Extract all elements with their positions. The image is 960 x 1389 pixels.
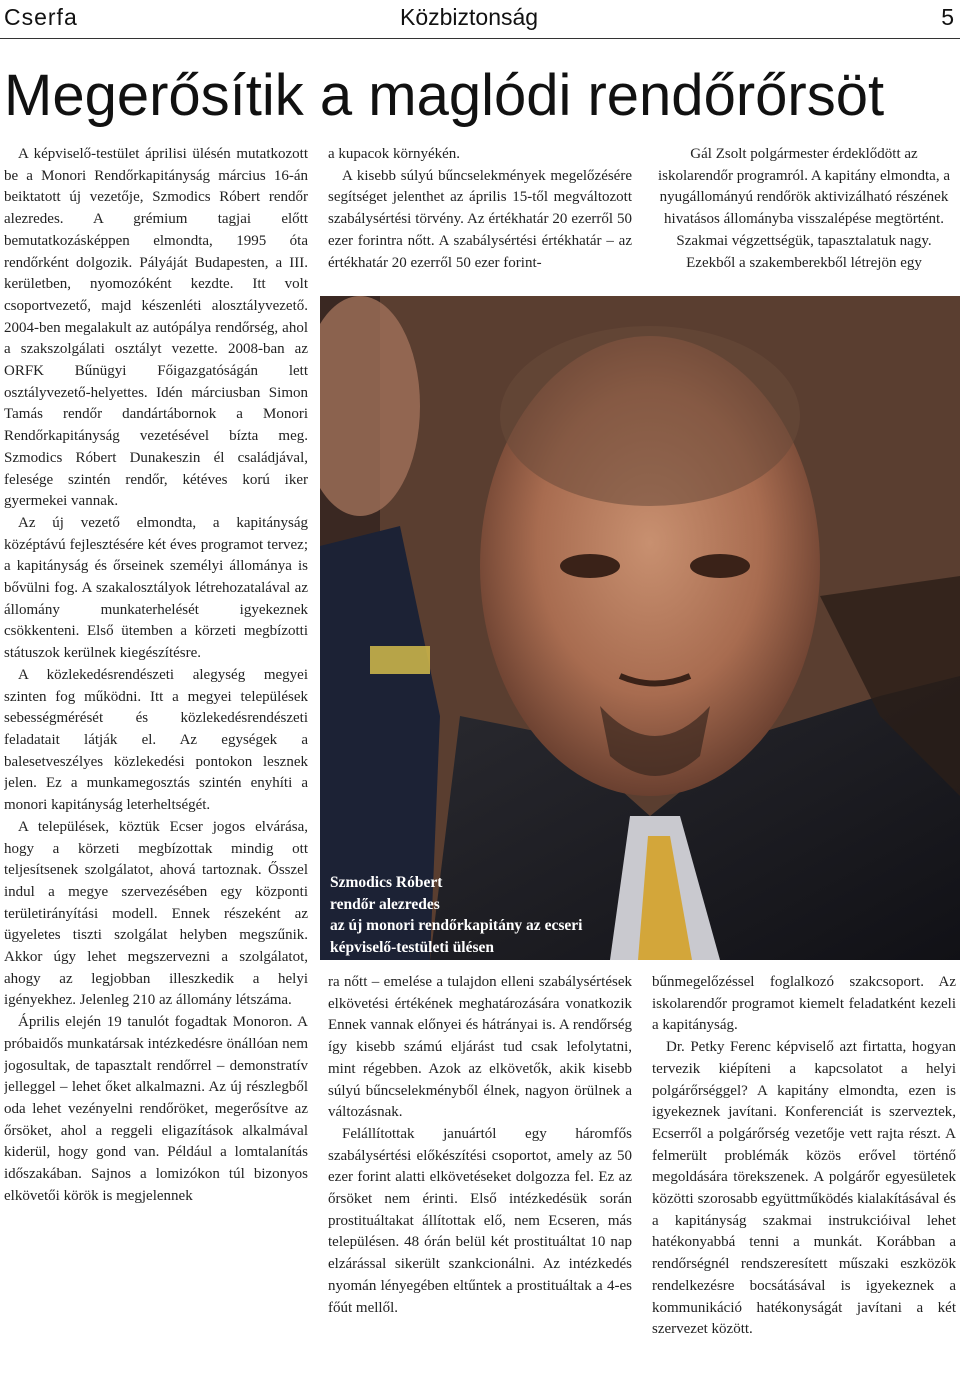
photo-caption: [330, 872, 650, 958]
paragraph: Gál Zsolt polgármester érdeklődött az iskolarendőr programról. A kapitány elmondta, a nyugállományú rendőrök aktivizálható részének hivatásos állományba visszalépése megtörtént. Szakmai végzettségük, tapasztalatuk nagy. Ezekből a szakemberekből létrejön egy: [657, 146, 950, 271]
page-number: 5: [941, 4, 954, 30]
article-column-2-bottom: [328, 972, 632, 1389]
paragraph: Április elején 19 tanulót fogadtak Monoron. A próbaidős munkatársak intézkedésre önállóan nem jogosultak, de tapasztalt rendőrrel – demonstratív jelleggel – lehet őket alkalmazni. Az új részlegből oda lehet vezényelni rendőröket, megerősítve az őrsöket, ahol a reggeli eligazítások alkalmával kiderül, hogy gond van. Például a lomtalanítás időszakában. Sajnos a lomizókon túl bizonyos elkövetői körök is megjelennek: [4, 1014, 308, 1204]
paragraph: a kupacok környékén.: [328, 146, 461, 162]
article-column-2-top: [328, 144, 632, 290]
header-rule: [0, 38, 960, 39]
article-headline: Megerősítik a maglódi rendőrőrsöt: [4, 63, 885, 128]
caption-line: Szmodics Róbert: [330, 874, 443, 891]
paragraph: Felállítottak januártól egy háromfős szabálysértési előkészítési csoportot, amely az 50 ezer forint alatti elkövetéseket dolgozza fel. Ez az őrsöket nem érinti. Első intézkedésük során prostituáltakat állítottak elő, nem Ecseren, más településen. 48 órán belül két prostituáltat 10 nap elzárással sikerült szankcionálni. Az intézkedés nyomán lényegében eltűntek a prostituáltak a 4-es főút mellől.: [328, 1125, 632, 1316]
article-column-3-top: [652, 144, 956, 290]
publication-name: Cserfa: [4, 4, 78, 30]
paragraph: Dr. Petky Ferenc képviselő azt firtatta, hogyan tervezik kiépíteni a kapcsolatot a helyi polgárőrséggel? A kapitány elmondta, ezen is igyekeznek javítani. Konferenciát is szerveztek, Ecserről a polgárőrség vezetője vett rajta részt. A felmerült problémák közös erővel történő megoldására törekszenek. A polgárőr egyesületek közötti szorosabb együttműködés kialakításával és a kapitányság szakmai instrukcióival lehet hatékonyabbá tenni a munkát. Korábban a rendőrségnél rendszeresített műszaki eszközök rendelkezésre bocsátásával is igyekeznek a kommunikáció hatékonyságát javítani a két szervezet között.: [652, 1039, 956, 1338]
paragraph: A közlekedésrendészeti alegység megyei szinten fog működni. Itt a megyei települések sebességmérését és közlekedésrendészeti feladatait látják el. Az egységek a balesetveszélyes közlekedési pontokon lesznek jelen. Ez a munkamegosztás szintén enyhíti a monori kapitányság leterheltségét.: [4, 666, 308, 814]
caption-line: rendőr alezredes: [330, 895, 440, 913]
page-header: [0, 0, 960, 40]
article-column-1: [4, 144, 308, 1389]
portrait-illustration: [320, 296, 960, 960]
paragraph: ra nőtt – emelése a tulajdon elleni szabálysértések elkövetési értékének meghatározására vonatkozik Ennek vannak előnyei és hátrányai is. A rendőrség így kisebb számú eljárást tud csak lefolytatni, mint régebben. Azok az elkövetők, akik kisebb súlyú bűncselekményből élnek, nagyon örülnek a változásnak.: [328, 974, 632, 1121]
paragraph: A kisebb súlyú bűncselekmények megelőzésére segítséget jelenthet az április 15-től megváltozott szabálysértési törvény. Az értékhatár 20 ezerről 50 ezer forintra nőtt. A szabálysértési értékhatár – az értékhatár 20 ezerről 50 ezer forint-: [328, 167, 632, 271]
paragraph: A települések, köztük Ecser jogos elvárása, hogy a körzeti megbízottak mindig ott teljesítsenek szolgálatot, ahová tartoznak. Ősszel indul a megye szervezésében egy központi területirányítási modell. Ennek részeként az ügyeletes tiszti szolgálat helyben megszűnik. Akkor úgy lehet megszervezni a szolgálatot, ahogy az legjobban illeszkedik a helyi igényekhez. Jelenleg 210 az állomány létszáma.: [4, 818, 308, 1009]
caption-line: az új monori rendőrkapitány az ecseri: [330, 917, 583, 934]
paragraph: Az új vezető elmondta, a kapitányság középtávú fejlesztésére két éves programot tervez; a kapitányság és őrseinek személyi állománya is bővülni fog. A szakalosztályok létrehozatalával az állomány munkaterhelését igyekeznek csökkenteni. Első ütemben a körzeti megbízotti státuszok kerülnek kiegészítésre.: [4, 514, 308, 662]
portrait-photo: [320, 296, 960, 960]
article-column-3-bottom: [652, 972, 956, 1389]
section-title: Közbiztonság: [400, 4, 539, 30]
paragraph: A képviselő-testület áprilisi ülésén mutatkozott be a Monori Rendőrkapitányság március 16-án beiktatott új vezetője, Szmodics Róbert rendőr alezredes. A grémium tagjai előtt bemutatkozásképpen elmondta, 1995 óta rendőrként dolgozik. Pályáját Budapesten, a III. kerületben, nyomozóként kezdte. Itt volt csoportvezető, majd készenléti alosztályvezető. 2004-ben megalakult az autópálya rendőrség, ahol a szakszolgálati osztályt vezette. 2008-ban az ORFK Bűnügyi Főigazgatóságán lett osztályvezető-helyettes. Idén márciusban Simon Tamás rendőr dandártábornok a Monori Rendőrkapitányság vezetésével bízta meg. Szmodics Róbert Dunakeszin él családjával, felesége szintén rendőr, kétéves korú iker gyermekei vannak.: [4, 146, 308, 510]
paragraph: bűnmegelőzéssel foglalkozó szakcsoport. Az iskolarendőr programot kiemelt feladatként kezeli a kapitányság.: [652, 974, 956, 1034]
caption-line: képviselő-testületi ülésen: [330, 938, 495, 956]
